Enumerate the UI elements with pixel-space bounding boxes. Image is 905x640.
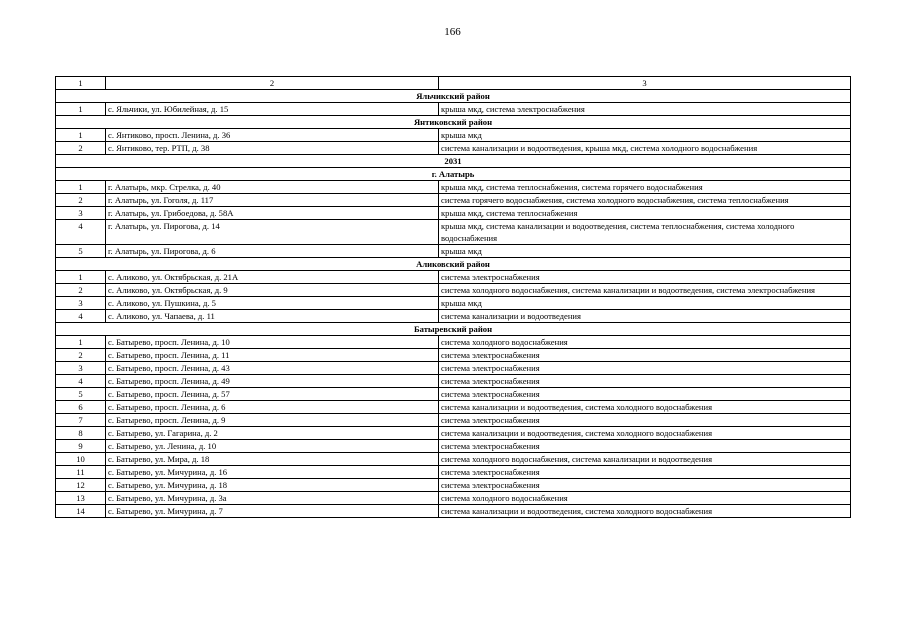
row-number: 4 xyxy=(56,310,106,323)
row-number: 14 xyxy=(56,505,106,518)
row-address: с. Батырево, ул. Мичурина, д. 18 xyxy=(106,479,439,492)
row-number: 5 xyxy=(56,245,106,258)
row-address: с. Аликово, ул. Октябрьская, д. 9 xyxy=(106,284,439,297)
row-address: с. Батырево, просп. Ленина, д. 10 xyxy=(106,336,439,349)
row-address: с. Батырево, просп. Ленина, д. 43 xyxy=(106,362,439,375)
row-systems: система канализации и водоотведения xyxy=(439,310,851,323)
row-address: с. Батырево, просп. Ленина, д. 11 xyxy=(106,349,439,362)
row-systems: система электроснабжения xyxy=(439,414,851,427)
row-address: с. Янтиково, просп. Ленина, д. 36 xyxy=(106,129,439,142)
row-systems: система канализации и водоотведения, система холодного водоснабжения xyxy=(439,401,851,414)
row-address: с. Батырево, ул. Мичурина, д. 16 xyxy=(106,466,439,479)
section-row xyxy=(56,323,851,336)
row-number: 11 xyxy=(56,466,106,479)
row-number: 2 xyxy=(56,284,106,297)
row-systems: система электроснабжения xyxy=(439,362,851,375)
row-address: с. Батырево, просп. Ленина, д. 6 xyxy=(106,401,439,414)
row-address: г. Алатырь, ул. Гоголя, д. 117 xyxy=(106,194,439,207)
row-number: 3 xyxy=(56,297,106,310)
row-number: 2 xyxy=(56,349,106,362)
row-systems: крыша мкд, система канализации и водоотведения, система теплоснабжения, система холодного водоснабжения xyxy=(439,220,851,245)
row-systems: система канализации и водоотведения, система холодного водоснабжения xyxy=(439,505,851,518)
table-row xyxy=(56,245,851,258)
row-number: 5 xyxy=(56,388,106,401)
row-address: с. Батырево, ул. Мичурина, д. 7 xyxy=(106,505,439,518)
row-systems: крыша мкд, система теплоснабжения, система горячего водоснабжения xyxy=(439,181,851,194)
row-address: с. Батырево, ул. Ленина, д. 10 xyxy=(106,440,439,453)
header-row xyxy=(56,77,851,90)
row-systems: система холодного водоснабжения xyxy=(439,492,851,505)
row-address: с. Яльчики, ул. Юбилейная, д. 15 xyxy=(106,103,439,116)
row-number: 7 xyxy=(56,414,106,427)
row-address: г. Алатырь, ул. Грибоедова, д. 58А xyxy=(106,207,439,220)
table-row xyxy=(56,220,851,245)
row-address: с. Батырево, ул. Мичурина, д. 3а xyxy=(106,492,439,505)
table-row xyxy=(56,362,851,375)
table-row xyxy=(56,336,851,349)
table-row xyxy=(56,505,851,518)
row-number: 1 xyxy=(56,336,106,349)
table-row xyxy=(56,297,851,310)
row-address: г. Алатырь, мкр. Стрелка, д. 40 xyxy=(106,181,439,194)
row-systems: система горячего водоснабжения, система холодного водоснабжения, система теплоснабжения xyxy=(439,194,851,207)
row-number: 1 xyxy=(56,103,106,116)
row-systems: система холодного водоснабжения, система канализации и водоотведения, система электроснабжения xyxy=(439,284,851,297)
row-systems: крыша мкд xyxy=(439,297,851,310)
row-address: с. Янтиково, тер. РТП, д. 38 xyxy=(106,142,439,155)
page-number: 166 xyxy=(444,26,461,38)
row-address: с. Батырево, просп. Ленина, д. 9 xyxy=(106,414,439,427)
table-row xyxy=(56,440,851,453)
row-address: с. Аликово, ул. Октябрьская, д. 21А xyxy=(106,271,439,284)
row-address: с. Батырево, ул. Мира, д. 18 xyxy=(106,453,439,466)
column-header-1: 1 xyxy=(56,77,106,90)
section-title: 2031 xyxy=(56,155,851,168)
row-number: 1 xyxy=(56,181,106,194)
repair-schedule-table xyxy=(55,76,851,518)
table-row xyxy=(56,479,851,492)
section-row xyxy=(56,90,851,103)
table-row xyxy=(56,310,851,323)
row-systems: система электроснабжения xyxy=(439,466,851,479)
row-systems: система холодного водоснабжения, система канализации и водоотведения xyxy=(439,453,851,466)
row-systems: система холодного водоснабжения xyxy=(439,336,851,349)
table-row xyxy=(56,129,851,142)
row-number: 12 xyxy=(56,479,106,492)
section-title: г. Алатырь xyxy=(56,168,851,181)
table-row xyxy=(56,388,851,401)
row-number: 8 xyxy=(56,427,106,440)
row-systems: система канализации и водоотведения, система холодного водоснабжения xyxy=(439,427,851,440)
table-row xyxy=(56,375,851,388)
table-row xyxy=(56,492,851,505)
row-number: 9 xyxy=(56,440,106,453)
section-row xyxy=(56,116,851,129)
row-number: 3 xyxy=(56,362,106,375)
column-header-2: 2 xyxy=(106,77,439,90)
table-row xyxy=(56,414,851,427)
row-number: 2 xyxy=(56,194,106,207)
row-number: 3 xyxy=(56,207,106,220)
section-title: Батыревский район xyxy=(56,323,851,336)
row-systems: крыша мкд, система теплоснабжения xyxy=(439,207,851,220)
row-systems: система электроснабжения xyxy=(439,440,851,453)
row-systems: система канализации и водоотведения, крыша мкд, система холодного водоснабжения xyxy=(439,142,851,155)
row-systems: крыша мкд, система электроснабжения xyxy=(439,103,851,116)
table-row xyxy=(56,349,851,362)
table-body xyxy=(56,77,851,518)
table-row xyxy=(56,194,851,207)
section-title: Яльчикский район xyxy=(56,90,851,103)
row-number: 4 xyxy=(56,375,106,388)
table-row xyxy=(56,271,851,284)
column-header-3: 3 xyxy=(439,77,851,90)
row-address: г. Алатырь, ул. Пирогова, д. 6 xyxy=(106,245,439,258)
row-address: с. Аликово, ул. Чапаева, д. 11 xyxy=(106,310,439,323)
row-systems: крыша мкд xyxy=(439,129,851,142)
row-systems: система электроснабжения xyxy=(439,479,851,492)
table-row xyxy=(56,427,851,440)
row-number: 1 xyxy=(56,271,106,284)
row-address: с. Батырево, ул. Гагарина, д. 2 xyxy=(106,427,439,440)
row-number: 10 xyxy=(56,453,106,466)
row-address: г. Алатырь, ул. Пирогова, д. 14 xyxy=(106,220,439,245)
row-number: 4 xyxy=(56,220,106,245)
row-systems: система электроснабжения xyxy=(439,375,851,388)
section-title: Аликовский район xyxy=(56,258,851,271)
table-row xyxy=(56,284,851,297)
row-systems: система электроснабжения xyxy=(439,349,851,362)
row-address: с. Батырево, просп. Ленина, д. 57 xyxy=(106,388,439,401)
row-address: с. Аликово, ул. Пушкина, д. 5 xyxy=(106,297,439,310)
table-row xyxy=(56,401,851,414)
section-title: Янтиковский район xyxy=(56,116,851,129)
row-address: с. Батырево, просп. Ленина, д. 49 xyxy=(106,375,439,388)
row-number: 6 xyxy=(56,401,106,414)
table-row xyxy=(56,181,851,194)
section-row xyxy=(56,258,851,271)
row-number: 13 xyxy=(56,492,106,505)
row-systems: система электроснабжения xyxy=(439,388,851,401)
row-systems: крыша мкд xyxy=(439,245,851,258)
table-row xyxy=(56,207,851,220)
row-number: 2 xyxy=(56,142,106,155)
table-row xyxy=(56,466,851,479)
row-number: 1 xyxy=(56,129,106,142)
section-row xyxy=(56,168,851,181)
table-row xyxy=(56,103,851,116)
table-row xyxy=(56,453,851,466)
row-systems: система электроснабжения xyxy=(439,271,851,284)
table-row xyxy=(56,142,851,155)
section-row xyxy=(56,155,851,168)
